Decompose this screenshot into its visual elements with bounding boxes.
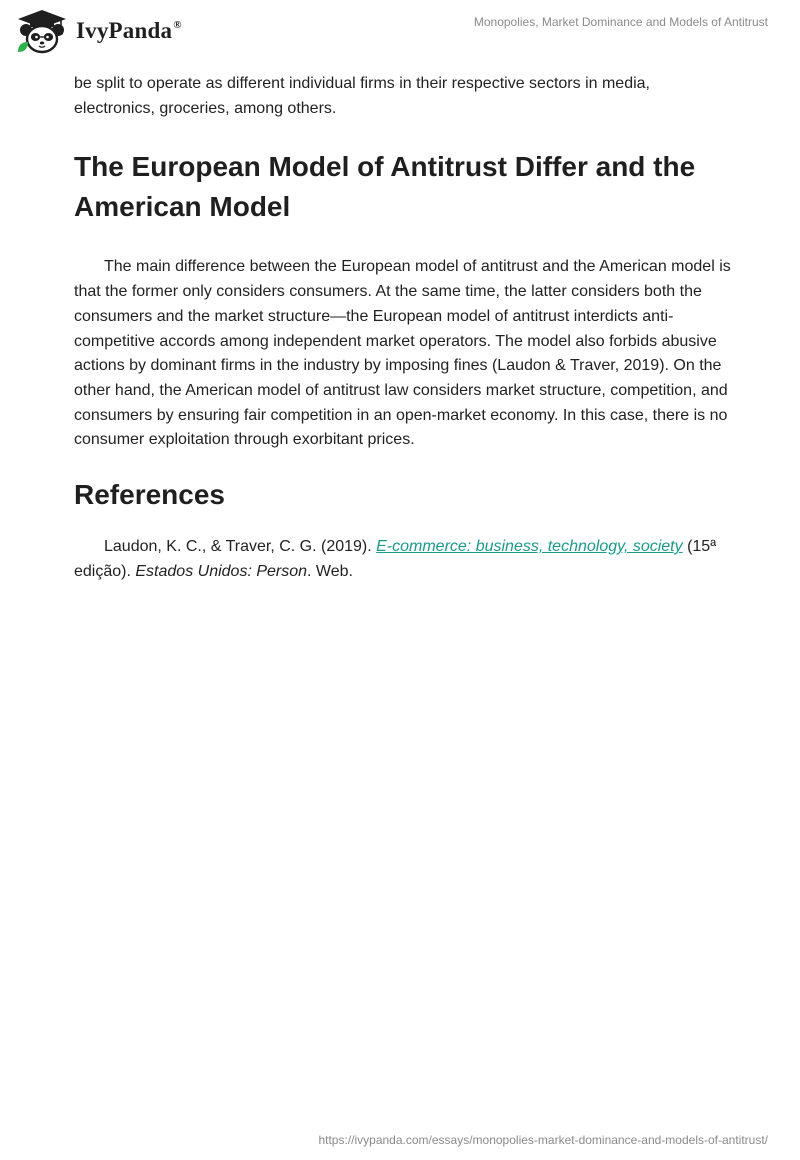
essay-content — [74, 72, 734, 584]
document-title: Monopolies, Market Dominance and Models of Antitrust — [473, 15, 768, 29]
footer-url[interactable]: https://ivypanda.com/essays/monopolies-market-dominance-and-models-of-antitrust/ — [318, 1133, 768, 1147]
reference-authors: Laudon, K. C., & Traver, C. G. (2019). — [104, 538, 377, 556]
reference-title-link[interactable]: E-commerce: business, technology, society — [376, 538, 683, 556]
references-heading: References — [74, 479, 225, 511]
reference-suffix: . Web. — [307, 562, 353, 580]
lead-paragraph: be split to operate as different individual firms in their respective sectors in media, electronics, groceries, among others. — [74, 75, 650, 117]
logo-text: IvyPanda® — [76, 18, 182, 43]
panda-graduate-icon — [14, 8, 70, 54]
logo[interactable] — [14, 8, 182, 54]
reference-edition: (15ª edição). — [74, 538, 717, 580]
reference-publisher: Estados Unidos: Person — [135, 562, 308, 580]
section-paragraph: The main difference between the European model of antitrust and the American model is that the former only considers consumers. At the same time, the latter considers both the consumers and the market structure—the European model of antitrust interdicts anti-competitive accords among independent market operators. The model also forbids abusive actions by dominant firms in the industry by imposing fines (Laudon & Traver, 2019). On the other hand, the American model of antitrust law considers market structure, competition, and consumers by ensuring fair competition in an open-market economy. In this case, there is no consumer exploitation through exorbitant prices. — [74, 258, 731, 449]
registered-mark: ® — [173, 19, 182, 31]
section-heading: The European Model of Antitrust Differ and the American Model — [74, 151, 696, 223]
reference-entry — [74, 535, 734, 584]
page-header — [0, 0, 800, 66]
